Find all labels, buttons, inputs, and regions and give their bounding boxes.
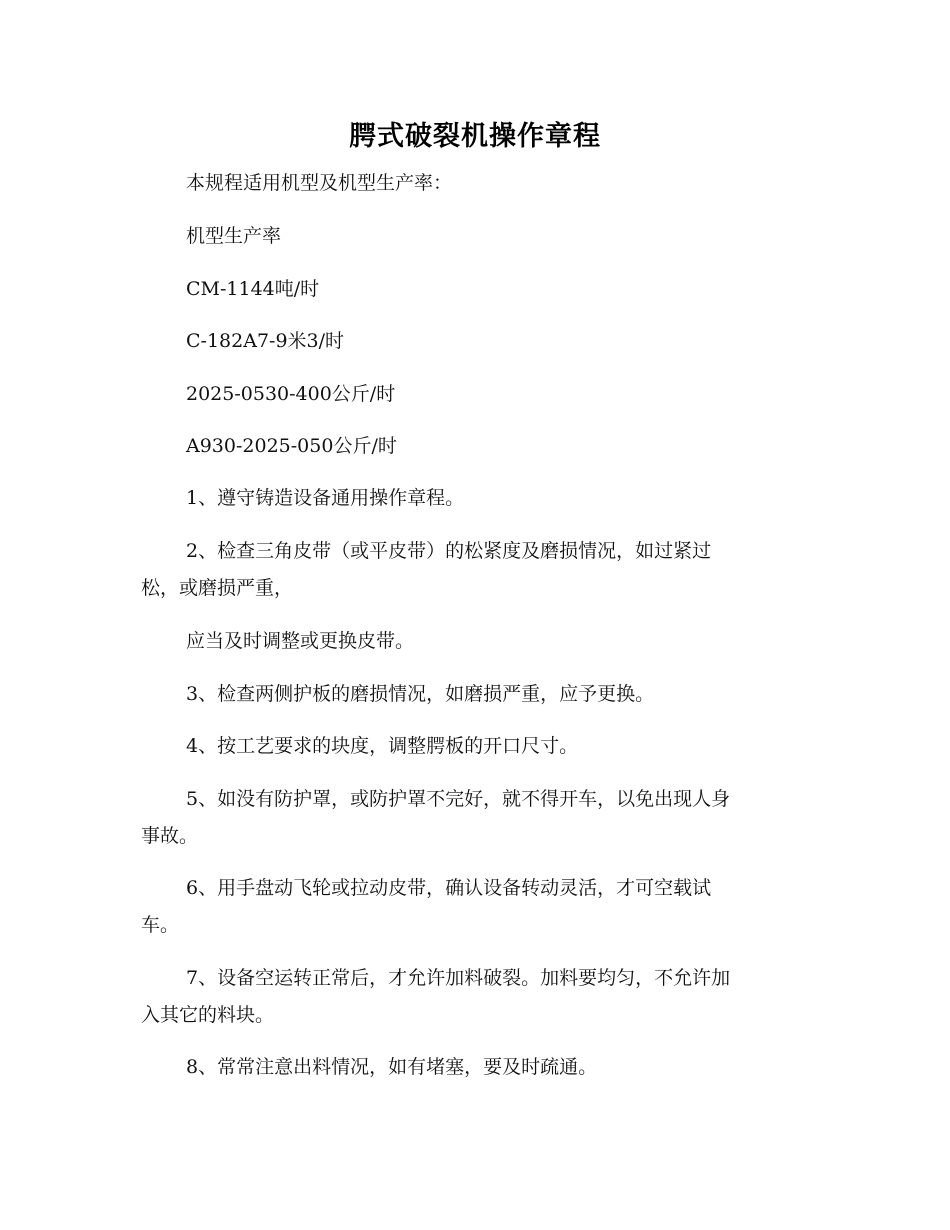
model-spec-line: 2025-0530-400公斤/时	[186, 383, 396, 405]
intro-line: 本规程适用机型及机型生产率：	[186, 172, 453, 194]
model-spec-line: C-182A7-9米3/时	[186, 330, 345, 352]
rule-line: 1、遵守铸造设备通用操作章程。	[186, 487, 465, 509]
rule-line: 2、检查三角皮带（或平皮带）的松紧度及磨损情况，如过紧过	[186, 540, 712, 562]
rule-line: 4、按工艺要求的块度，调整腭板的开口尺寸。	[186, 735, 579, 757]
rule-line-continued: 事故。	[141, 825, 199, 847]
rule-line-continued: 入其它的料块。	[141, 1004, 275, 1026]
model-spec-line: CM-1144吨/时	[186, 278, 320, 300]
rule-line: 3、检查两侧护板的磨损情况，如磨损严重，应予更换。	[186, 683, 655, 705]
rule-line: 7、设备空运转正常后，才允许加料破裂。加料要均匀，不允许加	[186, 967, 731, 989]
rule-line-continued: 车。	[141, 914, 180, 936]
model-spec-line: A930-2025-050公斤/时	[186, 435, 397, 457]
rule-line: 应当及时调整或更换皮带。	[186, 630, 415, 652]
rule-line-continued: 松，或磨损严重，	[141, 577, 294, 599]
document-title: 腭式破裂机操作章程	[349, 121, 601, 152]
model-header-line: 机型生产率	[186, 225, 282, 247]
rule-line: 8、常常注意出料情况，如有堵塞，要及时疏通。	[186, 1056, 598, 1078]
rule-line: 6、用手盘动飞轮或拉动皮带，确认设备转动灵活，才可空载试	[186, 877, 712, 899]
rule-line: 5、如没有防护罩，或防护罩不完好，就不得开车，以免出现人身	[186, 788, 731, 810]
